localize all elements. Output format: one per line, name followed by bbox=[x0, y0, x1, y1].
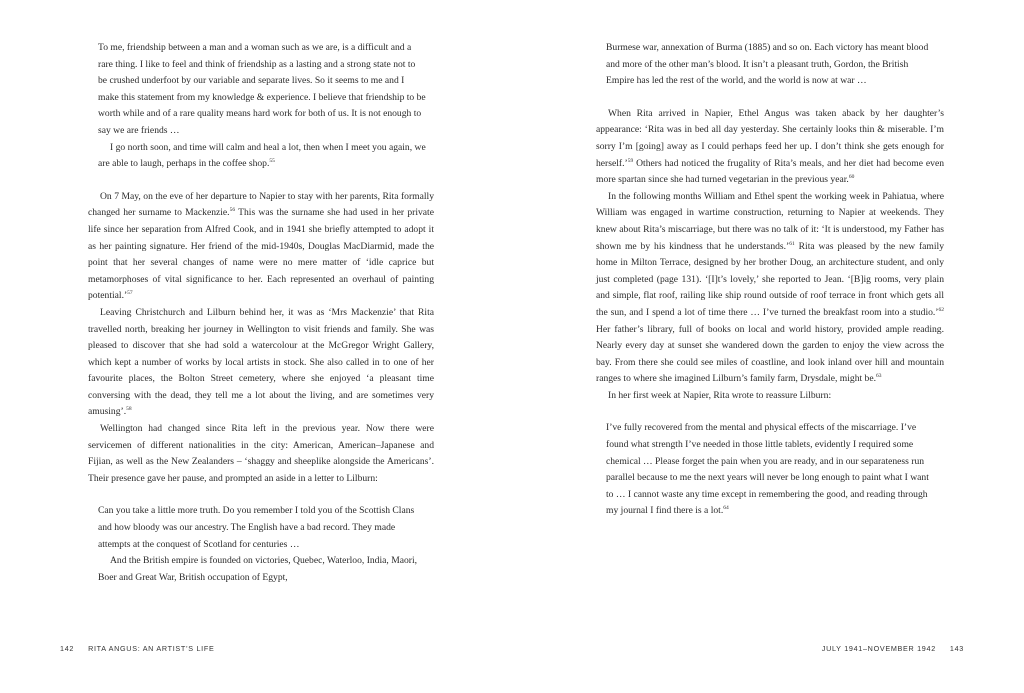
body-paragraph: In her first week at Napier, Rita wrote to reassure Lilburn: bbox=[608, 389, 832, 401]
body-paragraph: On 7 May, on the eve of her departure to Napier to stay with her parents, Rita formally changed her surname to Mackenzie.$^{56}$ This was the surname she had used in her private life since her separation from Alfred Cook, and in 1941 she briefly attempted to adopt it as her painting signature. Her friend of the mid-1940s, Douglas MacDiarmid, made the point that her several changes of name were no mere matter of ‘idle caprice but metamorphoses of vital significance to her. Each represented an overhaul of painting potential.’$^{57}$ bbox=[88, 190, 434, 302]
right-text-block bbox=[596, 40, 944, 520]
quote-paragraph: To me, friendship between a man and a woman such as we are, is a difficult and a rare thing. I like to feel and think of friendship as a lasting and a strong state not to be crushed underfoot by our variable and separate lives. So it seems to me and I make this statement from my knowledge & experience. I believe that friendship to be worth while and of a rare quality means hard work for both of us. It is not enough to say we are friends … bbox=[98, 42, 426, 136]
block-quote-recovery bbox=[596, 420, 944, 520]
left-text-block bbox=[88, 40, 434, 586]
footnote-marker: 62 bbox=[938, 306, 944, 313]
footnote-marker: 55 bbox=[269, 157, 275, 164]
page-footer bbox=[822, 644, 964, 653]
quote-paragraph: And the British empire is founded on victories, Quebec, Waterloo, India, Maori, Boer and Great War, British occupation of Egypt, bbox=[98, 555, 418, 583]
block-quote-clans bbox=[88, 503, 434, 586]
footnote-marker: 56 bbox=[229, 207, 236, 214]
page-footer bbox=[60, 644, 214, 653]
block-quote-burma bbox=[596, 40, 944, 90]
footnote-marker: 61 bbox=[789, 240, 795, 247]
body-paragraph: When Rita arrived in Napier, Ethel Angus was taken aback by her daughter’s appearance: ‘Rita was in bed all day yesterday. She certainly looks thin & miserable. I’m sorry I’m [going] away as I could perhaps feed her up. I don’t think she gets enough for herself.’$^{59}$ Others had noticed the frugality of Rita’s meals, and her diet had become even more spartan since she had turned vegetarian in the previous year.$^{60}$ bbox=[596, 107, 944, 186]
body-paragraph: In the following months William and Ethel spent the working week in Pahiatua, where William was engaged in wartime construction, returning to Napier at weekends. They knew about Rita’s miscarriage, but there was no talk of it: ‘It is understood, my Father has shown me by his kindness that he understands.’$^{61}$ Rita was pleased by the new family home in Milton Terrace, designed by her brother Doug, an architecture student, and only just completed (page 131). ‘[I]t’s lovely,’ she reported to Jean. ‘[B]ig rooms, very plain and simple, flat roof, railing like ship round outside of roof terrace in front which gets all the sun, and I spend a lot of time there … I’ve turned the breakfast room into a studio.’$^{62}$ Her father’s library, full of books on local and world history, provided ample reading. Nearly every day at sunset she wandered down the garden to enjoy the view across the bay. From there she could see miles of coastline, and look inland over hill and mountain ranges to where she imagined Lilburn’s family farm, Drysdale, might be.$^{63}$ bbox=[596, 190, 945, 385]
body-paragraph: Leaving Christchurch and Lilburn behind her, it was as ‘Mrs Mackenzie’ that Rita travelled north, breaking her journey in Wellington to visit friends and family. She was pleased to discover that she had sold a watercolour at the McGregor Wright Gallery, which kept a number of works by local artists in stock. She also called in to one of her favourite places, the Bolton Street cemetery, where she enjoyed ‘a pleasant time conversing with the dead, they tell me a lot about the living, and are sometimes very amusing’.$^{58}$ bbox=[88, 306, 434, 418]
page-number: 142 bbox=[60, 644, 75, 653]
footnote-marker: 58 bbox=[126, 406, 132, 413]
footnote-marker: 63 bbox=[876, 373, 882, 380]
footnote-marker: 60 bbox=[848, 173, 855, 180]
block-quote-friendship bbox=[88, 40, 434, 173]
quote-paragraph: I’ve fully recovered from the mental and physical effects of the miscarriage. I’ve found what strength I’ve needed in those little tablets, evidently I required some chemical … Please forget the pain when you are ready, and in our separateness run parallel because to me the next years will never be long enough to paint what I want to … I cannot waste any time except in remembering the good, and reading through my journal I find there is a lot.$^{64}$ bbox=[606, 422, 929, 517]
right-page bbox=[512, 0, 1024, 693]
quote-paragraph: Can you take a little more truth. Do you remember I told you of the Scottish Clans and how bloody was our ancestry. The English have a bad record. They made attempts at the conquest of Scotland for centuries … bbox=[98, 505, 415, 550]
quote-paragraph: Burmese war, annexation of Burma (1885) and so on. Each victory has meant blood and more of the other man’s blood. It isn’t a pleasant truth, Gordon, the British Empire has led the rest of the world, and the world is now at war … bbox=[606, 42, 929, 87]
running-head: RITA ANGUS: AN ARTIST’S LIFE bbox=[88, 644, 215, 653]
running-head: JULY 1941–NOVEMBER 1942 bbox=[821, 644, 936, 653]
footnote-marker: 59 bbox=[627, 157, 634, 164]
body-paragraph: Wellington had changed since Rita left in the previous year. Now there were servicemen of different nationalities in the city: American, American–Japanese and Fijian, as well as the New Zealanders – ‘shaggy and sheeplike alongside the Americans’. Their presence gave her pause, and prompted an aside in a letter to Lilburn: bbox=[88, 423, 434, 484]
quote-paragraph: I go north soon, and time will calm and heal a lot, then when I meet you again, we are able to laugh, perhaps in the coffee shop.$^{55}$ bbox=[98, 141, 426, 170]
page-number: 143 bbox=[949, 644, 964, 653]
footnote-marker: 64 bbox=[723, 505, 729, 512]
footnote-marker: 57 bbox=[127, 290, 133, 297]
